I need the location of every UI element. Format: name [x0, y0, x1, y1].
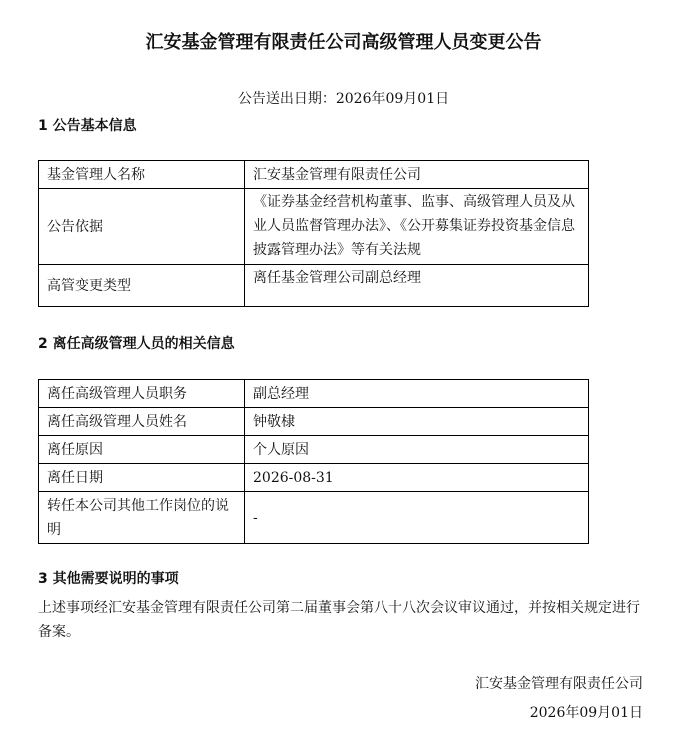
- table-row: [39, 436, 589, 464]
- table-row: [39, 265, 589, 307]
- field-label: 离任日期: [39, 464, 245, 492]
- section-heading-basic-info: 1 公告基本信息: [38, 118, 137, 134]
- table-row: [39, 408, 589, 436]
- section-heading-departing-manager: 2 离任高级管理人员的相关信息: [38, 336, 235, 352]
- table-row: [39, 492, 589, 544]
- send-date-label: 公告送出日期：: [237, 91, 336, 107]
- basic-info-table: [38, 160, 589, 307]
- field-label: 离任高级管理人员姓名: [39, 408, 245, 436]
- field-value: 副总经理: [245, 380, 589, 408]
- departing-manager-table: [38, 379, 589, 544]
- send-date-line: [0, 89, 687, 109]
- field-value: 汇安基金管理有限责任公司: [245, 161, 589, 189]
- field-value: 个人原因: [245, 436, 589, 464]
- section-heading-other-matters: 3 其他需要说明的事项: [38, 571, 179, 587]
- field-label: 高管变更类型: [39, 265, 245, 307]
- field-label: 离任原因: [39, 436, 245, 464]
- document-title: 汇安基金管理有限责任公司高级管理人员变更公告: [145, 32, 542, 53]
- field-value: 《证券基金经营机构董事、监事、高级管理人员及从业人员监督管理办法》、《公开募集证券投资基金信息披露管理办法》等有关法规: [245, 189, 589, 265]
- field-value: 离任基金管理公司副总经理: [245, 265, 589, 307]
- field-value: -: [245, 492, 589, 544]
- signature-date: 2026年09月01日: [529, 705, 643, 721]
- field-label: 基金管理人名称: [39, 161, 245, 189]
- table-row: [39, 161, 589, 189]
- field-value: 钟敬棣: [245, 408, 589, 436]
- field-label: 离任高级管理人员职务: [39, 380, 245, 408]
- field-value: 2026-08-31: [245, 464, 589, 492]
- table-row: [39, 380, 589, 408]
- other-matters-text: 上述事项经汇安基金管理有限责任公司第二届董事会第八十八次会议审议通过，并按相关规定进行备案。: [38, 600, 640, 640]
- send-date-value: 2026年09月01日: [335, 91, 450, 107]
- signature-company: 汇安基金管理有限责任公司: [475, 676, 643, 692]
- table-row: [39, 464, 589, 492]
- field-label: 转任本公司其他工作岗位的说明: [39, 492, 245, 544]
- field-label: 公告依据: [39, 189, 245, 265]
- table-row: [39, 189, 589, 265]
